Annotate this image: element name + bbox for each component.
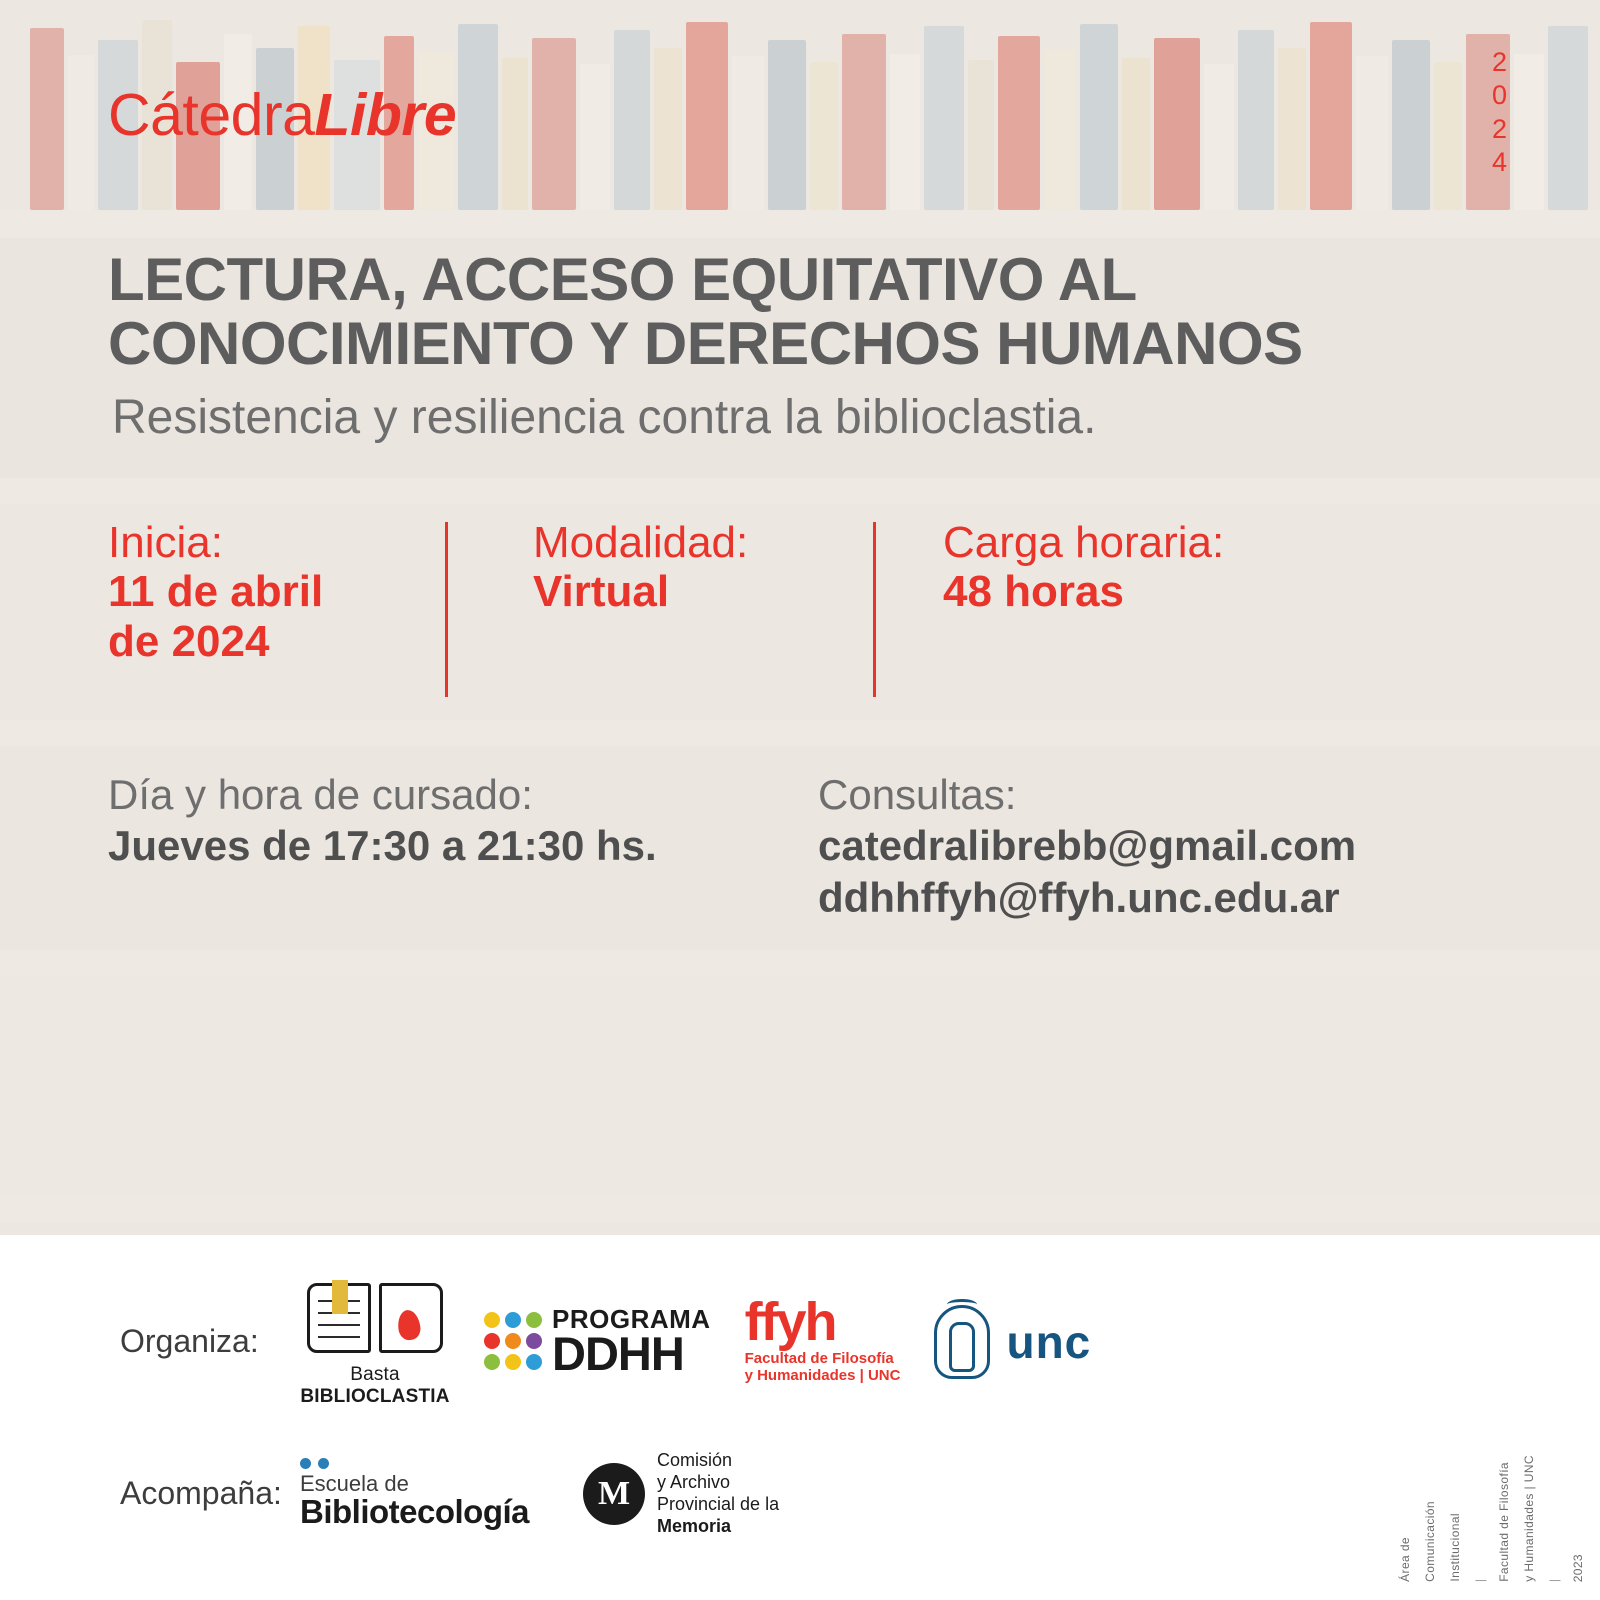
schedule-label: Día y hora de cursado:: [108, 771, 533, 818]
open-book-icon: [305, 1275, 445, 1360]
page-title: LECTURA, ACCESO EQUITATIVO AL CONOCIMIENTO Y DERECHOS HUMANOS: [108, 246, 1303, 378]
organiza-logos: [300, 1275, 1091, 1408]
logo-ffyh: [744, 1292, 901, 1385]
info-start: [108, 518, 323, 666]
credits-faculty-line1: Facultad de Filosofía: [1497, 1462, 1511, 1582]
logo-unc-word: unc: [1006, 1315, 1092, 1368]
footer: [0, 1235, 1600, 1600]
organiza-label: Organiza:: [120, 1323, 259, 1359]
info-mode-label: Modalidad:: [533, 518, 749, 567]
credits-separator-2: |: [1547, 1578, 1561, 1582]
brand-logo: [108, 82, 457, 148]
credits-separator-1: |: [1473, 1578, 1487, 1582]
info-hours: [943, 518, 1224, 617]
credits-year: 2023: [1571, 1553, 1585, 1582]
logo-cpm-line3: Provincial de la: [657, 1493, 780, 1514]
info-hours-value: 48 horas: [943, 567, 1124, 617]
schedule-value: Jueves de 17:30 a 21:30 hs.: [108, 822, 657, 870]
year-digit-2: 0: [1491, 80, 1508, 111]
two-dots-icon: [300, 1458, 529, 1469]
organiza-row: [120, 1275, 1091, 1408]
brand-word-libre: Libre: [314, 82, 457, 148]
info-divider-1: [445, 522, 448, 697]
unc-shield-icon: [934, 1305, 990, 1379]
info-hours-label: Carga horaria:: [943, 518, 1225, 567]
logo-basta-line2: BIBLIOCLASTIA: [300, 1386, 450, 1407]
flame-icon: [396, 1309, 422, 1342]
contact-block: [818, 770, 1356, 923]
info-start-label: Inicia:: [108, 518, 223, 567]
logo-ddhh-line2: DDHH: [552, 1327, 684, 1381]
logo-comision-provincial-memoria: [583, 1450, 779, 1538]
acompana-logos: [300, 1450, 779, 1538]
year-badge: [1492, 46, 1508, 180]
brand-word-catedra: Cátedra: [108, 82, 315, 148]
logo-ffyh-mark: ffyh: [744, 1292, 836, 1353]
vertical-credits: [1398, 1455, 1586, 1582]
acompana-label: Acompaña:: [120, 1475, 282, 1512]
logo-biblio-line2: Bibliotecología: [300, 1493, 530, 1531]
info-mode-value: Virtual: [533, 567, 670, 617]
credits-area: Área de: [1398, 1537, 1412, 1582]
logo-cpm-line4: Memoria: [657, 1515, 732, 1536]
logo-ffyh-sub2: y Humanidades | UNC: [744, 1367, 901, 1385]
page-subtitle: Resistencia y resiliencia contra la biblioclastia.: [112, 391, 1097, 444]
logo-biblio-line1: Escuela de: [300, 1471, 409, 1497]
contact-email-2[interactable]: ddhhffyh@ffyh.unc.edu.ar: [818, 873, 1340, 921]
color-dots-icon: [484, 1312, 542, 1370]
credits-area-line2: Comunicación: [1423, 1501, 1437, 1582]
year-digit-1: 2: [1491, 47, 1508, 77]
logo-ffyh-sub1: Facultad de Filosofía: [744, 1350, 894, 1368]
logo-cpm-line1: Comisión: [657, 1450, 733, 1470]
credits-faculty-line2: y Humanidades | UNC: [1522, 1455, 1536, 1582]
contact-label: Consultas:: [818, 771, 1017, 818]
info-mode: [533, 518, 748, 617]
logo-unc: [934, 1305, 1091, 1379]
info-start-value-line2: de 2024: [108, 616, 270, 666]
year-digit-3: 2: [1491, 113, 1508, 144]
logo-basta-text: [300, 1364, 450, 1408]
memoria-monogram-icon: M: [583, 1463, 645, 1525]
year-digit-4: 4: [1491, 147, 1508, 178]
schedule-block: [108, 770, 657, 872]
info-divider-2: [873, 522, 876, 697]
logo-programa-ddhh: [484, 1304, 711, 1381]
contact-email-1[interactable]: catedralibrebb@gmail.com: [818, 822, 1357, 870]
credits-area-line3: Institucional: [1448, 1513, 1462, 1582]
logo-escuela-bibliotecologia: [300, 1458, 529, 1530]
course-info-row: [108, 518, 1488, 708]
logo-basta-line1: Basta: [350, 1364, 400, 1385]
acompana-row: [120, 1450, 779, 1538]
info-start-value-line1: 11 de abril: [108, 567, 324, 617]
logo-ddhh-line1: PROGRAMA: [552, 1304, 711, 1335]
logo-cpm-line2: y Archivo: [657, 1471, 731, 1492]
logo-basta-biblioclastia: [300, 1275, 450, 1408]
